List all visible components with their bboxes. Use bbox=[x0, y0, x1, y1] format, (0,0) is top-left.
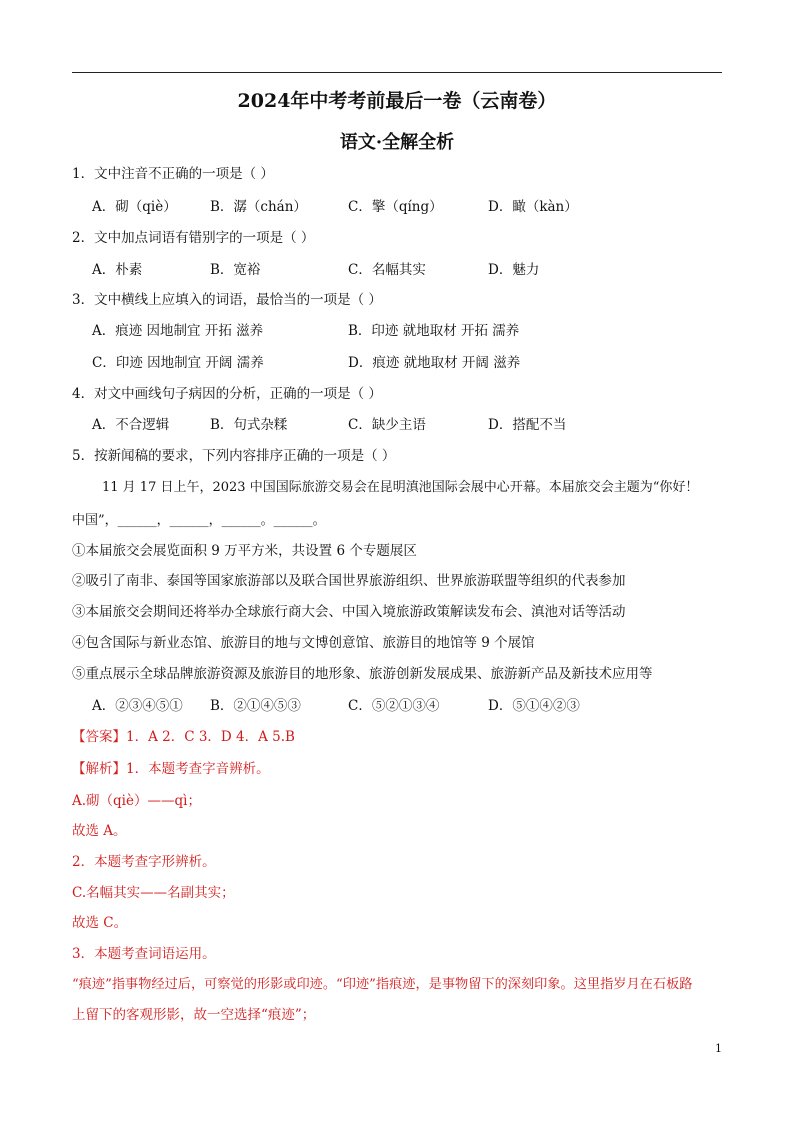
question-5-item-1: ①本届旅交会展览面积 9 万平方米，共设置 6 个专题展区 bbox=[72, 543, 417, 559]
question-3-stem: 3．文中横线上应填入的词语，最恰当的一项是（ ） bbox=[72, 292, 382, 308]
analysis-line-9: 上留下的客观形影，故一空选择“痕迹”； bbox=[72, 1007, 316, 1023]
question-5-option-d: D．⑤①④②③ bbox=[488, 698, 580, 714]
question-1-stem: 1．文中注音不正确的一项是（ ） bbox=[72, 166, 274, 182]
analysis-line-6: 故选 C。 bbox=[72, 915, 128, 931]
question-2-stem: 2．文中加点词语有错别字的一项是（ ） bbox=[72, 230, 315, 246]
question-2-option-b: B．宽裕 bbox=[210, 262, 261, 278]
question-1-option-c: C．擎（qíng） bbox=[348, 199, 443, 215]
analysis-line-3: 故选 A。 bbox=[72, 823, 127, 839]
question-2-option-d: D．魅力 bbox=[488, 262, 540, 278]
question-1-option-d: D．瞰（kàn） bbox=[488, 199, 578, 215]
question-4-option-b: B．句式杂糅 bbox=[210, 417, 288, 433]
question-5-option-a: A．②③④⑤① bbox=[92, 698, 183, 714]
page-subtitle: 语文·全解全析 bbox=[339, 132, 455, 153]
question-5-passage-line-1: 11 月 17 日上午，2023 中国国际旅游交易会在昆明滇池国际会展中心开幕。本届旅交会主题为“你好！ bbox=[102, 480, 699, 495]
analysis-line-5: C.名幅其实——名副其实； bbox=[72, 885, 235, 901]
analysis-line-2: A.砌（qiè）——qì； bbox=[72, 793, 201, 809]
header-rule bbox=[72, 72, 722, 73]
question-5-passage-line-2: 中国”，______，______，______。______。 bbox=[72, 513, 326, 528]
question-3-option-c: C．印迹 因地制宜 开阔 濡养 bbox=[92, 355, 264, 371]
question-3-option-b: B．印迹 就地取材 开拓 濡养 bbox=[348, 323, 520, 339]
question-4-stem: 4．对文中画线句子病因的分析，正确的一项是（ ） bbox=[72, 386, 382, 402]
page-title: 2024年中考考前最后一卷（云南卷） bbox=[237, 90, 557, 112]
question-5-item-3: ③本届旅交会期间还将举办全球旅行商大会、中国入境旅游政策解读发布会、滇池对话等活动 bbox=[72, 604, 626, 620]
question-4-option-a: A．不合逻辑 bbox=[92, 417, 170, 433]
question-3-option-d: D．痕迹 就地取材 开阔 滋养 bbox=[348, 355, 521, 371]
analysis-line-7: 3．本题考查词语运用。 bbox=[72, 946, 216, 962]
question-2-option-a: A．朴素 bbox=[92, 262, 143, 278]
question-4-option-c: C．缺少主语 bbox=[348, 417, 426, 433]
question-1-option-b: B．潺（chán） bbox=[210, 199, 307, 215]
page-number: 1 bbox=[715, 1042, 722, 1055]
question-4-option-d: D．搭配不当 bbox=[488, 417, 567, 433]
question-5-item-5: ⑤重点展示全球品牌旅游资源及旅游目的地形象、旅游创新发展成果、旅游新产品及新技术应用等 bbox=[72, 666, 653, 682]
question-1-option-a: A．砌（qiè） bbox=[92, 199, 177, 215]
analysis-line-4: 2．本题考查字形辨析。 bbox=[72, 854, 216, 870]
question-5-option-b: B．②①④⑤③ bbox=[210, 698, 301, 714]
question-2-option-c: C．名幅其实 bbox=[348, 262, 426, 278]
question-3-option-a: A．痕迹 因地制宜 开拓 滋养 bbox=[92, 323, 264, 339]
question-5-stem: 5．按新闻稿的要求，下列内容排序正确的一项是（ ） bbox=[72, 448, 396, 464]
question-5-item-2: ②吸引了南非、泰国等国家旅游部以及联合国世界旅游组织、世界旅游联盟等组织的代表参加 bbox=[72, 573, 626, 589]
answer-key: 【答案】1．A 2．C 3．D 4．A 5.B bbox=[72, 729, 295, 745]
question-5-item-4: ④包含国际与新业态馆、旅游目的地与文博创意馆、旅游目的地馆等 9 个展馆 bbox=[72, 635, 535, 651]
analysis-line-1: 【解析】1．本题考查字音辨析。 bbox=[72, 761, 270, 777]
analysis-line-8: “痕迹”指事物经过后，可察觉的形影或印迹。“印迹”指痕迹，是事物留下的深刻印象。这里指岁月在石板路 bbox=[72, 977, 693, 992]
question-5-option-c: C．⑤②①③④ bbox=[348, 698, 440, 714]
